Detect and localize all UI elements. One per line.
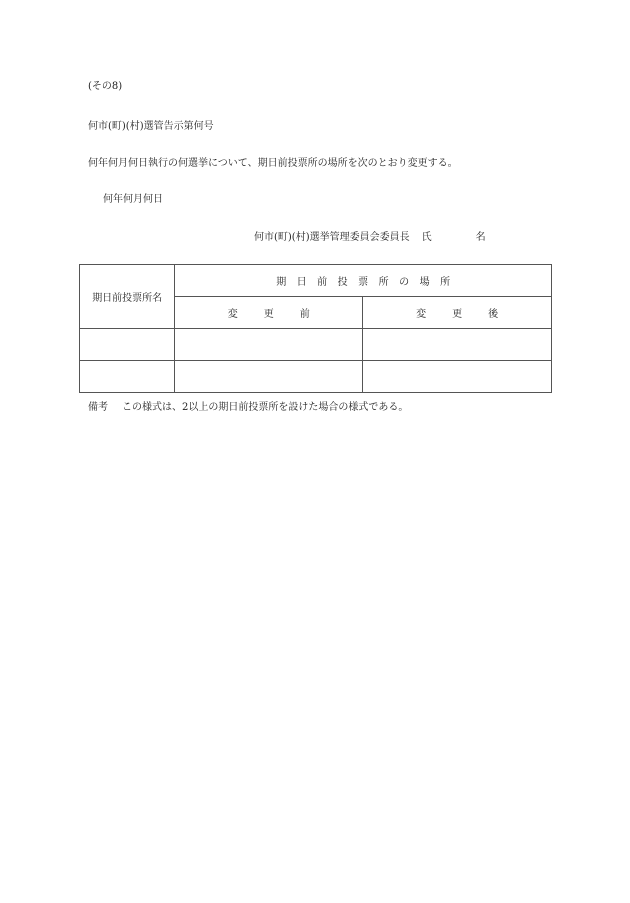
table-cell xyxy=(80,329,175,361)
signature-uji: 氏 xyxy=(421,232,432,243)
table-cell xyxy=(363,361,552,393)
remarks xyxy=(88,401,408,415)
notice-date: 何年何月何日 xyxy=(103,194,163,205)
group-header-place xyxy=(175,265,552,297)
signature-line xyxy=(254,231,486,245)
group-header-label: 期日前投票所の場所 xyxy=(276,277,461,288)
row-header-place-name: 期日前投票所名 xyxy=(80,265,175,329)
notice-number: 何市(町)(村)選管告示第何号 xyxy=(88,121,214,132)
sub-header-after-label: 変更後 xyxy=(416,309,525,320)
sub-header-before xyxy=(175,297,363,329)
table-row xyxy=(80,361,552,393)
table-row xyxy=(80,329,552,361)
remarks-label: 備考 xyxy=(88,402,108,413)
table-cell xyxy=(363,329,552,361)
polling-place-table xyxy=(79,264,552,393)
table-cell xyxy=(80,361,175,393)
remarks-text: この様式は、2以上の期日前投票所を設けた場合の様式である。 xyxy=(122,402,409,413)
signature-mei: 名 xyxy=(475,232,486,243)
table-cell xyxy=(175,329,363,361)
main-statement: 何年何月何日執行の何選挙について、期日前投票所の場所を次のとおり変更する。 xyxy=(88,158,458,169)
table-cell xyxy=(175,361,363,393)
sub-header-after xyxy=(363,297,552,329)
signature-title: 何市(町)(村)選挙管理委員会委員長 xyxy=(254,232,410,243)
form-number: (その8) xyxy=(88,81,123,92)
sub-header-before-label: 変更前 xyxy=(227,309,336,320)
